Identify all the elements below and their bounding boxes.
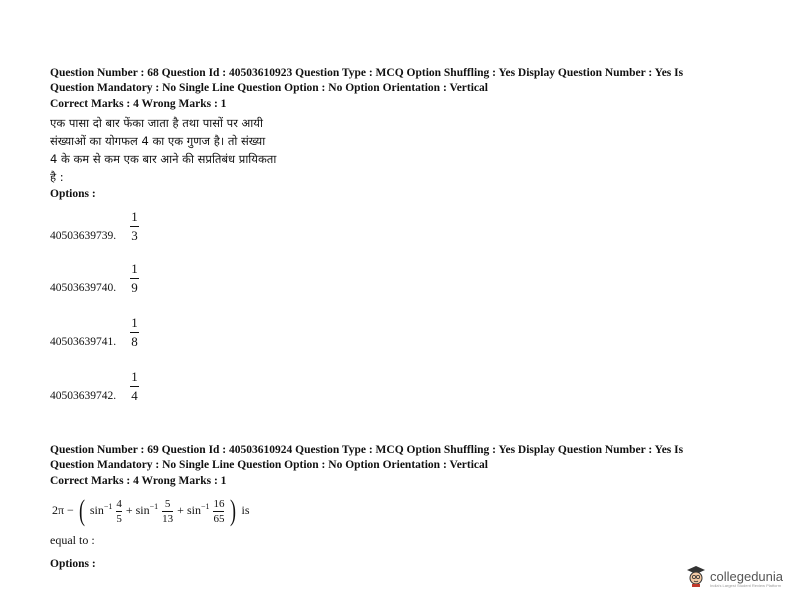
collegedunia-logo bbox=[686, 565, 783, 587]
expr-is: is bbox=[241, 502, 250, 517]
sin-2: sin bbox=[135, 502, 150, 517]
q68-text-line2: संख्याओं का योगफल 4 का एक गुणज है। तो संख्या bbox=[50, 133, 266, 148]
denominator: 8 bbox=[131, 334, 138, 349]
denominator: 65 bbox=[213, 512, 225, 525]
numerator: 1 bbox=[131, 261, 138, 276]
numerator: 1 bbox=[131, 369, 138, 384]
fraction-bar bbox=[130, 332, 139, 333]
question-69 bbox=[50, 443, 750, 489]
graduate-mascot-icon bbox=[686, 565, 706, 587]
fraction-bar bbox=[130, 278, 139, 279]
option-fraction bbox=[130, 316, 139, 349]
fraction-4-5 bbox=[116, 498, 122, 525]
option-fraction bbox=[130, 370, 139, 403]
fraction-5-13 bbox=[162, 498, 173, 525]
q68-text-line4: है : bbox=[50, 169, 64, 184]
numerator: 16 bbox=[213, 497, 225, 510]
logo-tagline: India's Largest Student Review Platform bbox=[710, 583, 782, 588]
sin-3: sin bbox=[186, 502, 201, 517]
q69-meta-line2: Question Mandatory : No Single Line Question Option : No Option Orientation : Vertical bbox=[50, 458, 488, 471]
inv-1: −1 bbox=[103, 501, 113, 511]
fraction-bar bbox=[162, 511, 173, 512]
option-fraction bbox=[130, 262, 139, 295]
q68-text bbox=[50, 114, 750, 186]
q69-marks: Correct Marks : 4 Wrong Marks : 1 bbox=[50, 475, 227, 487]
fraction-bar bbox=[116, 511, 122, 512]
numerator: 5 bbox=[164, 497, 171, 510]
q69-options-label: Options : bbox=[50, 558, 96, 570]
fraction-16-65 bbox=[213, 498, 224, 525]
plus-2: + bbox=[177, 502, 184, 517]
numerator: 1 bbox=[131, 209, 138, 224]
left-paren-icon: ( bbox=[78, 494, 85, 527]
sin-1: sin bbox=[89, 502, 104, 517]
q68-marks: Correct Marks : 4 Wrong Marks : 1 bbox=[50, 98, 227, 110]
q68-options-label: Options : bbox=[50, 187, 96, 200]
denominator: 9 bbox=[131, 280, 138, 295]
q68-meta-line2: Question Mandatory : No Single Line Question Option : No Option Orientation : Vertical bbox=[50, 81, 488, 94]
logo-name: collegedunia bbox=[710, 568, 784, 584]
numerator: 4 bbox=[116, 497, 122, 510]
denominator: 5 bbox=[116, 512, 122, 525]
question-68 bbox=[50, 66, 750, 200]
numerator: 1 bbox=[131, 315, 138, 330]
denominator: 13 bbox=[162, 512, 174, 525]
fraction-bar bbox=[130, 226, 139, 227]
q69-equal-to: equal to : bbox=[50, 533, 95, 547]
q68-text-line3: 4 के कम से कम एक बार आने की सप्रतिबंध प्रायिकता bbox=[50, 151, 277, 166]
denominator: 4 bbox=[131, 388, 138, 403]
plus-1: + bbox=[125, 502, 133, 517]
expr-lead: 2π − bbox=[52, 502, 74, 517]
q69-expression bbox=[52, 494, 250, 528]
q68-meta-line1: Question Number : 68 Question Id : 40503610923 Question Type : MCQ Option Shuffling : Yes Display Question Number : Yes Is bbox=[50, 67, 684, 79]
inv-2: −1 bbox=[149, 501, 159, 511]
q69-meta-line1: Question Number : 69 Question Id : 40503610924 Question Type : MCQ Option Shuffling : Yes Display Question Number : Yes Is bbox=[50, 444, 684, 456]
fraction-bar bbox=[213, 511, 224, 512]
option-fraction bbox=[130, 210, 139, 243]
denominator: 3 bbox=[131, 228, 138, 243]
fraction-bar bbox=[130, 386, 139, 387]
right-paren-icon: ) bbox=[230, 494, 237, 527]
inv-3: −1 bbox=[200, 501, 210, 511]
q68-text-line1: एक पासा दो बार फेंका जाता है तथा पासों पर आयी bbox=[50, 115, 263, 130]
